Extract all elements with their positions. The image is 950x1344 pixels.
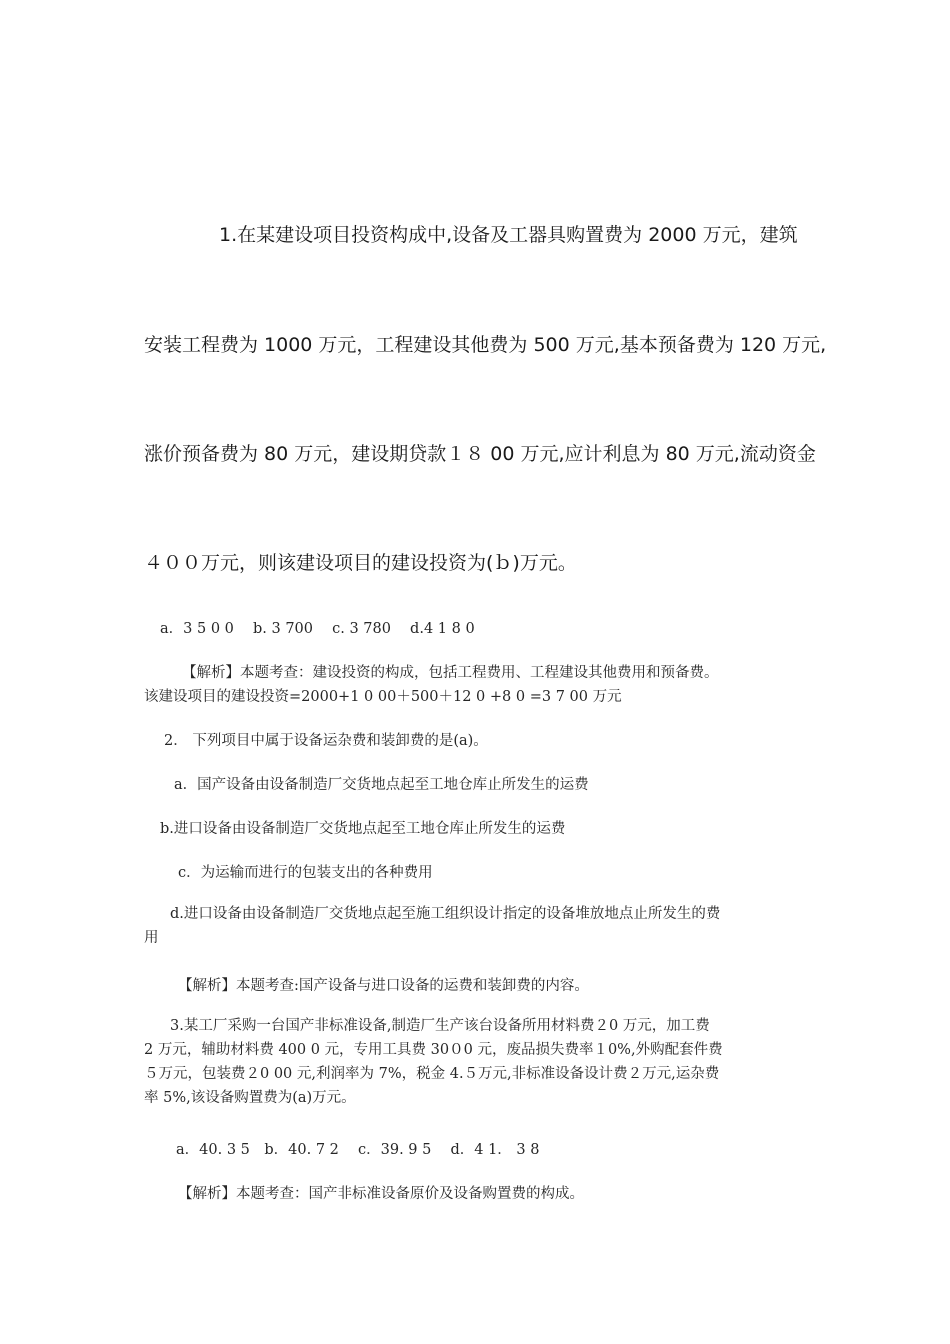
q3-question-line-4: 率 5%,该设备购置费为(a)万元。	[144, 1090, 356, 1106]
q2-option-d-line-2: 用	[144, 930, 159, 946]
q1-analysis-line-1: 【解析】本题考查：建设投资的构成，包括工程费用、工程建设其他费用和预备费。	[182, 665, 719, 681]
q2-option-d	[144, 902, 809, 950]
q1-text-line-4: ４００万元，则该建设项目的建设投资为(ｂ)万元。	[144, 552, 577, 574]
q2-analysis: 【解析】本题考查:国产设备与进口设备的运费和装卸费的内容。	[178, 978, 589, 994]
q1-text-line-1: 1.在某建设项目投资构成中,设备及工器具购置费为 2000 万元，建筑	[219, 224, 798, 246]
q3-question-line-1: 3.某工厂采购一台国产非标准设备,制造厂生产该台设备所用材料费２0 万元，加工费	[170, 1018, 710, 1034]
q1-options: a．3 5 0 0 b. 3 700 c. 3 780 d.4 1 8 0	[160, 621, 475, 637]
q1-text-line-2: 安装工程费为 1000 万元，工程建设其他费为 500 万元,基本预备费为 120 万元,	[144, 334, 827, 356]
q1-analysis-line-2: 该建设项目的建设投资=2000+1 0 00＋500＋12 0 +8 0 =3 7 00 万元	[144, 689, 622, 705]
q3-question-line-3: ５万元，包装费２0 00 元,利润率为 7%，税金 4.５万元,非标准设备设计费２万元,运杂费	[144, 1066, 720, 1082]
q3-question-line-2: 2 万元，辅助材料费 400 0 元，专用工具费 30０0 元，废品损失费率１0%,外购配套件费	[144, 1042, 723, 1058]
q2-option-d-line-1: d.进口设备由设备制造厂交货地点起至施工组织设计指定的设备堆放地点止所发生的费	[170, 906, 721, 922]
q3-question	[144, 1014, 809, 1110]
q1-text-line-3: 涨价预备费为 80 万元，建设期贷款１８ 00 万元,应计利息为 80 万元,流动资金	[144, 443, 816, 465]
q2-question: 2． 下列项目中属于设备运杂费和装卸费的是(a)。	[164, 733, 488, 749]
q3-options: a．40. 3 5 b．40. 7 2 c．39. 9 5 d．4 1． 3 8	[176, 1142, 540, 1158]
q2-option-b: b.进口设备由设备制造厂交货地点起至工地仓库止所发生的运费	[160, 821, 566, 837]
q2-option-a: a．国产设备由设备制造厂交货地点起至工地仓库止所发生的运费	[174, 777, 589, 793]
q2-option-c: c．为运输而进行的包装支出的各种费用	[178, 865, 433, 881]
q3-analysis: 【解析】本题考查：国产非标准设备原价及设备购置费的构成。	[178, 1186, 584, 1202]
